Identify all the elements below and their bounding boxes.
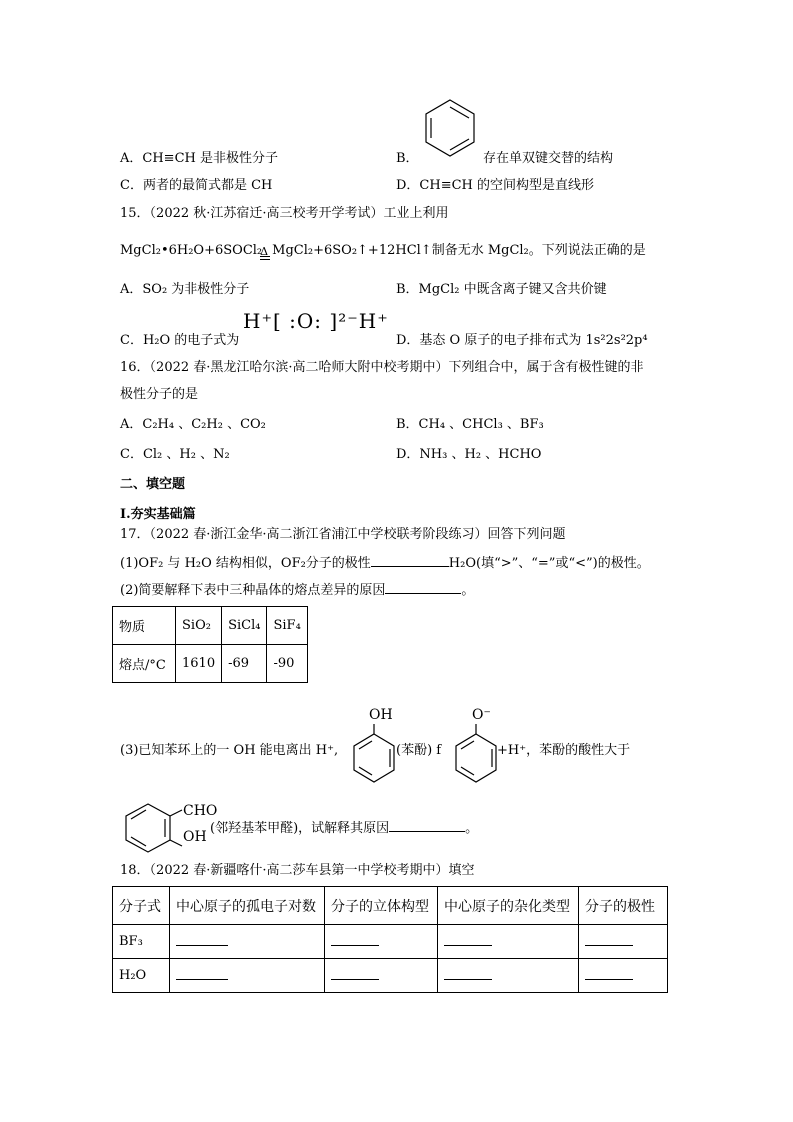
phenol-ring [350,724,398,786]
q15-equation [120,242,646,260]
q18-stem: 18．（2022 春·新疆喀什·高二莎车县第一中学校考期中）填空 [120,863,475,878]
table-cell: -90 [267,645,307,683]
q14-option-a: A．CH≡CH 是非极性分子 [120,151,278,166]
q17-part2-end: 。 [461,583,475,598]
q17-part1-b: H₂O(填“>”、“=”或“<”)的极性。 [448,556,650,571]
q17-part3-c [210,819,478,838]
q17-part3-b: +H⁺，苯酚的酸性大于 [497,743,631,758]
cho-label: CHO [183,803,218,819]
answer-cell[interactable] [325,959,438,993]
section-title: 二、填空题 [120,477,186,492]
equation-left: MgCl₂•6H₂O+6SOCl₂ [120,243,263,258]
answer-cell[interactable] [170,925,325,959]
benzene-structure [420,96,480,162]
q15-option-a: A．SO₂ 为非极性分子 [120,282,250,297]
q17-part1-a: (1)OF₂ 与 H₂O 结构相似，OF₂分子的极性 [120,556,371,571]
table-header-cell: 分子的极性 [579,887,668,925]
q15-option-b: B．MgCl₂ 中既含离子键又含共价键 [396,282,607,297]
delta-symbol: Δ [260,245,269,258]
q16-option-d: D．NH₃ 、H₂ 、HCHO [396,447,542,462]
melting-point-table [112,606,308,683]
q15-stem: 15．（2022 秋·江苏宿迁·高三校考开学考试）工业上利用 [120,206,449,221]
table-header-cell: SiO₂ [176,607,222,645]
answer-cell[interactable] [438,959,579,993]
table-cell: -69 [222,645,267,683]
electron-formula: H⁺[ :O: ]²⁻H⁺ [243,309,389,333]
table-row-label: BF₃ [113,925,170,959]
q16-option-c: C．Cl₂ 、H₂ 、N₂ [120,447,230,462]
q15-option-d: D．基态 O 原子的电子排布式为 1s²2s²2p⁴ [396,333,648,348]
oh2-label: OH [183,829,207,845]
q15-option-c: C．H₂O 的电子式为 [120,333,240,348]
answer-cell[interactable] [170,959,325,993]
table-header-cell: 分子的立体构型 [325,887,438,925]
q17-part3-c-text: (邻羟基苯甲醛)，试解释其原因 [210,821,390,836]
q17-part2 [120,581,474,600]
q17-stem: 17．（2022 春·浙江金华·高二浙江省浦江中学校联考阶段练习）回答下列问题 [120,527,566,542]
salicylaldehyde-ring [118,800,188,856]
q14-option-b-suffix: 存在单双键交替的结构 [483,151,614,166]
answer-blank[interactable] [385,581,461,594]
q14-option-c: C．两者的最简式都是 CH [120,178,273,193]
q14-option-d: D．CH≡CH 的空间构型是直线形 [396,178,595,193]
table-row-label: 熔点/°C [113,645,176,683]
phenol-oh-label: OH [369,707,393,723]
q17-part3-a: (3)已知苯环上的一 OH 能电离出 H⁺, [120,743,339,758]
phenoxide-ring [452,724,500,786]
q17-part3-end: 。 [465,821,479,836]
q16-option-a: A．C₂H₄ 、C₂H₂ 、CO₂ [120,417,266,432]
answer-cell[interactable] [579,959,668,993]
answer-cell[interactable] [579,925,668,959]
answer-blank[interactable] [389,819,465,832]
table-row [113,925,668,959]
table-header-cell: 中心原子的孤电子对数 [170,887,325,925]
table-row [113,607,308,645]
q17-part1 [120,554,650,573]
q14-option-b-prefix: B． [396,151,419,166]
table-header-cell: SiCl₄ [222,607,267,645]
answer-cell[interactable] [438,925,579,959]
q16-stem-line1: 16．（2022 春·黑龙江哈尔滨·高二哈师大附中校考期中）下列组合中，属于含有极性键的非 [120,360,644,375]
molecule-table [112,886,668,993]
equation-right: MgCl₂+6SO₂↑+12HCl↑制备无水 MgCl₂。下列说法正确的是 [272,243,646,258]
table-row-label: H₂O [113,959,170,993]
table-header-cell: SiF₄ [267,607,307,645]
table-row [113,959,668,993]
table-row [113,887,668,925]
table-cell: 1610 [176,645,222,683]
answer-cell[interactable] [325,925,438,959]
table-header-cell: 分子式 [113,887,170,925]
q16-stem-line2: 极性分子的是 [120,387,199,402]
table-header-cell: 物质 [113,607,176,645]
answer-blank[interactable] [371,554,449,567]
q16-option-b: B．CH₄ 、CHCl₃ 、BF₃ [396,417,544,432]
section-subtitle: Ⅰ.夯实基础篇 [120,507,196,522]
q17-part3-phenol: (苯酚) f [396,743,442,758]
table-row [113,645,308,683]
q17-part2-text: (2)简要解释下表中三种晶体的熔点差异的原因 [120,583,386,598]
phenoxide-label: O⁻ [472,707,491,723]
table-header-cell: 中心原子的杂化类型 [438,887,579,925]
